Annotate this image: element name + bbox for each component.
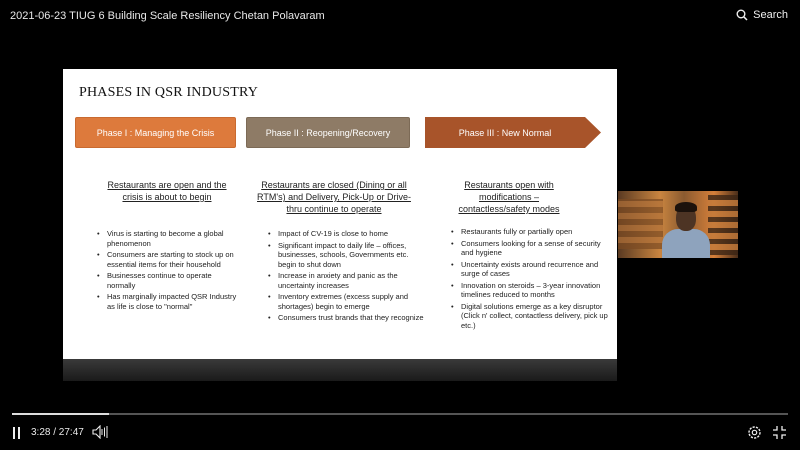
list-item: • Consumers trust brands that they recognize (278, 313, 425, 323)
column-1-heading: Restaurants are open and the crisis is about to begin (107, 180, 227, 202)
column-2-heading: Restaurants are closed (Dining or all RTM's) and Delivery, Pick-Up or Drive-thru continue to operate (257, 180, 411, 214)
phase-3-arrow (425, 117, 601, 148)
search-icon (736, 9, 748, 21)
phase-2-label: Phase II : Reopening/Recovery (265, 127, 391, 138)
column-1-list (97, 229, 239, 313)
presentation-slide (63, 69, 617, 359)
phase-1-label: Phase I : Managing the Crisis (96, 127, 215, 138)
phase-3-label: Phase III : New Normal (458, 127, 552, 138)
settings-icon (747, 425, 762, 445)
list-item: • Consumers are starting to stock up on essential items for their household (107, 250, 239, 269)
search-button[interactable] (736, 9, 788, 21)
list-item: • Consumers looking for a sense of security and hygiene (461, 239, 611, 258)
column-3-list (451, 227, 611, 332)
speaker-torso (662, 229, 710, 258)
search-label: Search (753, 9, 788, 21)
list-item: • Restaurants fully or partially open (461, 227, 611, 237)
column-2-list (268, 229, 425, 325)
pause-icon (12, 426, 22, 444)
column-3-heading: Restaurants open with modifications – contactless/safety modes (458, 180, 560, 214)
background-shelf (708, 195, 738, 255)
list-item: • Digital solutions emerge as a key disruptor (Click n' collect, contactless delivery, pick up etc.) (461, 302, 611, 331)
list-item: • Virus is starting to become a global phenomenon (107, 229, 239, 248)
volume-button[interactable] (92, 425, 108, 444)
list-item: • Inventory extremes (excess supply and shortages) begin to emerge (278, 292, 425, 311)
list-item: • Significant impact to daily life – offices, businesses, schools, Governments etc. begin to shut down (278, 241, 425, 270)
list-item: • Uncertainty exists around recurrence and surge of cases (461, 260, 611, 279)
time-display: 3:28 / 27:47 (31, 427, 84, 438)
slide-bottom-shadow (63, 359, 617, 381)
fullscreen-button[interactable] (772, 425, 787, 445)
video-title: 2021-06-23 TIUG 6 Building Scale Resiliency Chetan Polavaram (10, 10, 325, 22)
background-shelf (618, 199, 663, 249)
list-item: • Has marginally impacted QSR Industry as life is close to "normal" (107, 292, 239, 311)
fullscreen-icon (772, 425, 787, 445)
list-item: • Innovation on steroids – 3-year innovation timelines reduced to months (461, 281, 611, 300)
list-item: • Increase in anxiety and panic as the uncertainty increases (278, 271, 425, 290)
slide-title: PHASES IN QSR INDUSTRY (79, 85, 259, 100)
speaker-hair (675, 202, 697, 212)
settings-button[interactable] (747, 425, 762, 445)
player-controls (0, 420, 800, 446)
phase-1-box (75, 117, 236, 148)
progress-bar-fill (12, 413, 109, 415)
phase-2-box (246, 117, 410, 148)
speaker-webcam-thumbnail (618, 191, 738, 258)
pause-button[interactable] (12, 426, 22, 444)
progress-bar[interactable] (12, 413, 788, 415)
list-item: • Businesses continue to operate normally (107, 271, 239, 290)
volume-icon (92, 425, 108, 444)
list-item: • Impact of CV-19 is close to home (278, 229, 425, 239)
